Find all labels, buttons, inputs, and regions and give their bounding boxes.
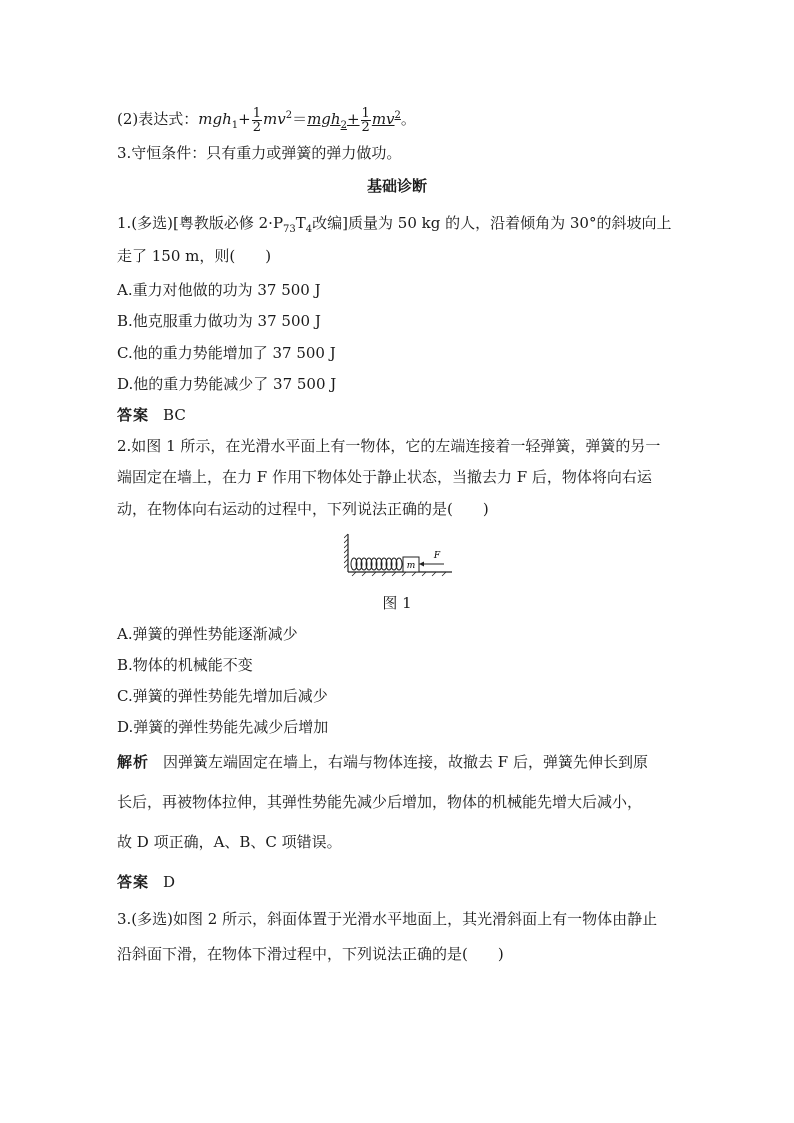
formula-lhs-term2: mv	[262, 110, 286, 128]
formula-rhs-term1: mgh	[307, 110, 341, 128]
formula-rhs-sup: 2	[394, 110, 401, 121]
formula-fraction-right: $\frac{1}{2}$	[361, 105, 370, 135]
formula-fraction-left: $\frac{1}{2}$	[252, 105, 261, 135]
formula-rhs-term2: mv	[371, 110, 395, 128]
q1-stem-line2: 走了 150 m，则( )	[117, 247, 272, 265]
formula-lhs-sub1: 1	[231, 120, 239, 131]
formula-lhs-sup: 2	[285, 110, 293, 121]
q1-answer	[117, 405, 186, 425]
answer-value: D	[163, 873, 176, 891]
q2-answer	[117, 872, 175, 892]
q1-option-c: C.他的重力势能增加了 37 500 J	[117, 344, 336, 362]
answer-label: 答案	[117, 873, 150, 891]
q2-option-d: D.弹簧的弹性势能先减少后增加	[117, 718, 329, 736]
formula-prefix: (2)表达式：	[117, 110, 199, 128]
q2-option-c: C.弹簧的弹性势能先增加后减少	[117, 687, 328, 705]
q2-stem-line2: 端固定在墙上，在力 F 作用下物体处于静止状态，当撤去力 F 后，物体将向右运	[117, 468, 652, 486]
q2-option-b: B.物体的机械能不变	[117, 656, 253, 674]
formula-end: 。	[400, 110, 416, 128]
block-mass-label: m	[406, 561, 416, 571]
spring-block-diagram	[344, 532, 454, 578]
q2-option-a: A.弹簧的弹性势能逐渐减少	[117, 625, 298, 643]
q2-analysis-line1: 解析 因弹簧左端固定在墙上，右端与物体连接，故撤去 F 后，弹簧先伸长到原	[117, 753, 648, 771]
formula-equals: ＝	[292, 110, 308, 128]
q2-stem-line3: 动，在物体向右运动的过程中，下列说法正确的是( )	[117, 500, 489, 518]
q3-stem-line1: 3.(多选)如图 2 所示，斜面体置于光滑水平地面上，其光滑斜面上有一物体由静止	[117, 910, 658, 928]
force-label: F	[433, 551, 441, 561]
answer-value: BC	[163, 406, 186, 424]
answer-label: 答案	[117, 406, 150, 424]
q2-analysis-line2: 长后，再被物体拉伸，其弹性势能先减少后增加，物体的机械能先增大后减小，	[117, 793, 643, 811]
q2-stem-line1: 2.如图 1 所示，在光滑水平面上有一物体，它的左端连接着一轻弹簧，弹簧的另一	[117, 437, 661, 455]
energy-conservation-formula	[117, 106, 416, 136]
q1-option-a: A.重力对他做的功为 37 500 J	[117, 281, 321, 299]
formula-rhs-sub: 2	[340, 120, 347, 131]
q1-option-d: D.他的重力势能减少了 37 500 J	[117, 375, 337, 393]
q1-option-b: B.他克服重力做功为 37 500 J	[117, 312, 321, 330]
q3-stem-line2: 沿斜面下滑，在物体下滑过程中，下列说法正确的是( )	[117, 945, 504, 963]
section-title: 基础诊断	[366, 177, 427, 195]
formula-lhs-term1: mgh	[198, 110, 232, 128]
formula-plus-right: +	[346, 110, 360, 128]
formula-plus: +	[238, 110, 251, 128]
q2-analysis-line3: 故 D 项正确，A、B、C 项错误。	[117, 833, 342, 851]
q1-stem-line1: 1.(多选)[粤教版必修 $2\cdot P_{73}T_4$改编]质量为 50 kg 的人，沿着倾角为 30°的斜坡向上	[117, 214, 672, 235]
conservation-condition: 3.守恒条件：只有重力或弹簧的弹力做功。	[117, 144, 402, 162]
figure-1-spring-block	[344, 532, 454, 578]
figure-1-caption: 图 1	[382, 594, 412, 612]
analysis-label: 解析	[117, 753, 150, 771]
